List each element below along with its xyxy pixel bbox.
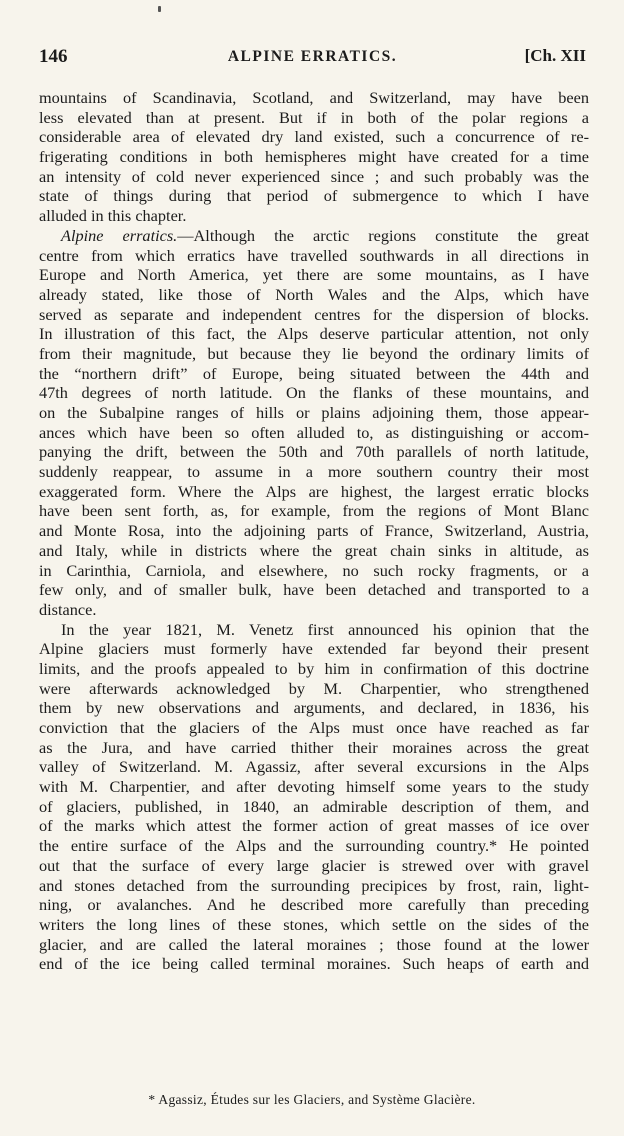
text-line <box>39 521 589 541</box>
line-text: from their magnitude, but because they lie beyond the ordinary limits of <box>39 343 589 363</box>
text-line <box>39 246 589 266</box>
line-text: in Carinthia, Carniola, and elsewhere, no such rocky fragments, or a <box>39 560 589 580</box>
text-line <box>39 620 589 640</box>
line-text: 47th degrees of north latitude. On the flanks of these mountains, and <box>39 383 589 403</box>
body-text <box>39 88 589 974</box>
text-line <box>39 285 589 305</box>
running-header <box>39 46 586 72</box>
line-text: state of things during that period of submergence to which I have <box>39 186 589 206</box>
text-line <box>39 482 589 502</box>
text-line <box>39 127 589 147</box>
text-line <box>39 777 589 797</box>
line-text: frigerating conditions in both hemispheres might have created for a time <box>39 147 589 167</box>
text-line <box>39 836 589 856</box>
chapter-label: [Ch. XII <box>524 46 586 65</box>
line-text: on the Subalpine ranges of hills or plains adjoining them, those appear- <box>39 403 589 422</box>
text-line <box>39 364 589 384</box>
text-line <box>39 344 589 364</box>
text-line <box>39 265 589 285</box>
text-line <box>39 954 589 974</box>
line-text: Europe and North America, yet there are some mountains, as I have <box>39 265 589 285</box>
text-line <box>39 600 589 620</box>
line-text: centre from which erratics have travelled southwards in all directions in <box>39 245 589 265</box>
line-text: panying the drift, between the 50th and 70th parallels of north latitude, <box>39 442 589 462</box>
text-line <box>39 462 589 482</box>
line-text: already stated, like those of North Wales and the Alps, which have <box>39 284 589 304</box>
line-text: Alpine glaciers must formerly have extended far beyond their present <box>39 639 589 659</box>
text-line <box>39 738 589 758</box>
text-line <box>39 108 589 128</box>
text-line <box>39 541 589 561</box>
line-text: distance. <box>39 599 97 619</box>
text-line <box>39 501 589 521</box>
line-text: out that the surface of every large glacier is strewed over with gravel <box>39 855 589 875</box>
text-line <box>39 797 589 817</box>
line-text: conviction that the glaciers of the Alps must once have reached as far <box>39 718 589 737</box>
text-line <box>39 816 589 836</box>
line-text: served as separate and independent centres for the dispersion of blocks. <box>39 304 589 324</box>
line-text: few only, and of smaller bulk, have been detached and transported to a <box>39 580 589 600</box>
text-line <box>39 876 589 896</box>
line-text: —Although the arctic regions constitute the great <box>177 225 589 245</box>
text-line <box>39 698 589 718</box>
text-line <box>39 403 589 423</box>
page-number: 146 <box>39 46 68 67</box>
line-text: alluded in this chapter. <box>39 206 187 226</box>
line-text: the “northern drift” of Europe, being situated between the 44th and <box>39 363 589 383</box>
text-line <box>39 639 589 659</box>
line-text: In the year 1821, M. Venetz first announced his opinion that the <box>61 619 589 639</box>
line-text: end of the ice being called terminal moraines. Such heaps of earth and <box>39 954 589 974</box>
line-text: exaggerated form. Where the Alps are highest, the largest erratic blocks <box>39 481 589 501</box>
text-line <box>39 167 589 187</box>
text-line <box>39 679 589 699</box>
text-line <box>39 915 589 935</box>
line-text: glacier, and are called the lateral moraines ; those found at the lower <box>39 934 589 954</box>
line-text: considerable area of elevated dry land existed, such a concurrence of re- <box>39 127 589 147</box>
line-text: of glaciers, published, in 1840, an admirable description of them, and <box>39 796 589 816</box>
line-text: valley of Switzerland. M. Agassiz, after several excursions in the Alps <box>39 757 589 777</box>
line-text: with M. Charpentier, and after devoting himself some years to the study <box>39 777 589 797</box>
line-text: and Italy, while in districts where the great chain sinks in altitude, as <box>39 540 589 560</box>
text-line <box>39 305 589 325</box>
text-line <box>39 757 589 777</box>
line-text: ning, or avalanches. And he described more carefully than preceding <box>39 895 589 915</box>
text-line <box>39 324 589 344</box>
line-text: and stones detached from the surrounding precipices by frost, rain, light- <box>39 875 589 895</box>
text-line <box>39 442 589 462</box>
line-text: limits, and the proofs appealed to by him in confirmation of this doctrine <box>39 658 589 678</box>
footnote: * Agassiz, Études sur les Glaciers, and Système Glacière. <box>148 1092 476 1107</box>
text-line <box>39 147 589 167</box>
line-text: In illustration of this fact, the Alps deserve particular attention, not only <box>39 324 589 344</box>
text-line <box>39 206 589 226</box>
text-line <box>39 226 589 246</box>
text-line <box>39 935 589 955</box>
line-text: an intensity of cold never experienced since ; and such probably was the <box>39 166 589 186</box>
line-text: have been sent forth, as, for example, from the regions of Mont Blanc <box>39 501 589 521</box>
text-line <box>39 718 589 738</box>
text-line <box>39 856 589 876</box>
line-text: suddenly reappear, to assume in a more southern country their most <box>39 462 589 482</box>
italic-heading: Alpine erratics. <box>61 225 178 245</box>
ink-speck <box>158 6 161 12</box>
line-text: were afterwards acknowledged by M. Charpentier, who strengthened <box>39 678 589 698</box>
running-title: ALPINE ERRATICS. <box>227 48 398 65</box>
line-text: less elevated than at present. But if in both of the polar regions a <box>39 107 589 127</box>
line-text: them by new observations and arguments, and declared, in 1836, his <box>39 698 589 718</box>
line-text: the entire surface of the Alps and the surrounding country.* He pointed <box>39 836 589 856</box>
text-line <box>39 383 589 403</box>
text-line <box>39 895 589 915</box>
text-line <box>39 659 589 679</box>
line-text: and Monte Rosa, into the adjoining parts of France, Switzerland, Austria, <box>39 521 589 541</box>
text-line <box>39 561 589 581</box>
line-text: ances which have been so often alluded to, as distinguishing or accom- <box>39 422 589 442</box>
text-line <box>39 423 589 443</box>
text-line <box>39 88 589 108</box>
line-text: mountains of Scandinavia, Scotland, and Switzerland, may have been <box>39 88 589 107</box>
text-line <box>39 186 589 206</box>
line-text: of the marks which attest the former action of great masses of ice over <box>39 816 589 836</box>
line-text: as the Jura, and have carried thither their moraines across the great <box>39 737 589 757</box>
line-text: writers the long lines of these stones, which settle on the sides of the <box>39 914 589 934</box>
text-line <box>39 580 589 600</box>
